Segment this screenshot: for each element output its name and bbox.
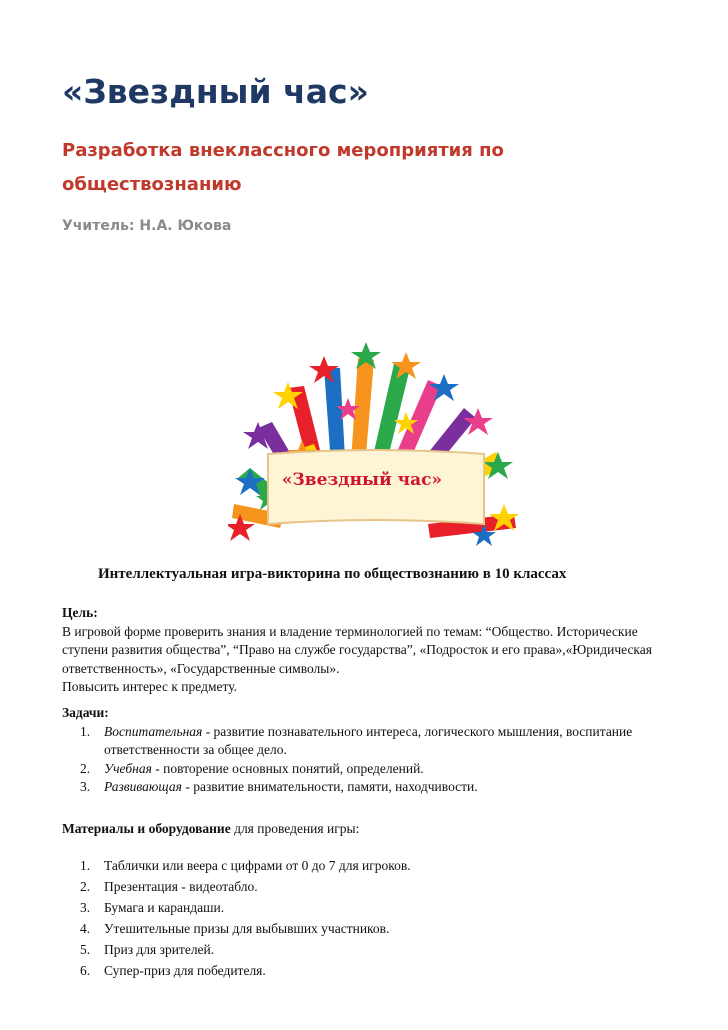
tasks-label: Задачи: (62, 705, 109, 720)
list-item (62, 760, 682, 779)
materials-label: Материалы и оборудование (62, 821, 231, 836)
goal-text: В игровой форме проверить знания и владение терминологией по темам: “Общество. Исторические ступени развития общества”, “Право на службе государства”, «Подросток и его права»,«Юридическая ответственность», «Государственные символы». (62, 623, 652, 676)
list-item (62, 778, 682, 797)
list-number: 1. (80, 857, 91, 873)
materials-list (62, 855, 682, 981)
task-term: Развивающая (104, 779, 182, 794)
star-burst-illustration (228, 328, 524, 550)
list-number: 6. (80, 962, 91, 978)
tasks-list (62, 723, 682, 797)
section-heading: Интеллектуальная игра-викторина по обществознанию в 10 классах (98, 566, 567, 582)
list-number: 2. (80, 760, 91, 776)
task-text: - повторение основных понятий, определений. (151, 760, 424, 776)
teacher-line: Учитель: Н.А. Юкова (62, 218, 232, 234)
goal-section (62, 604, 682, 697)
list-item (62, 939, 682, 960)
material-text: Презентация - видеотабло. (104, 878, 258, 894)
task-text: - развитие внимательности, памяти, находчивости. (181, 779, 478, 794)
list-number: 1. (80, 723, 91, 739)
banner-label: «Звездный час» (281, 470, 443, 490)
document-subtitle: Разработка внеклассного мероприятия по обществознанию (62, 140, 504, 195)
goal-label: Цель: (62, 605, 98, 620)
task-term: Воспитательная (104, 723, 203, 739)
material-text: Приз для зрителей. (104, 941, 215, 957)
task-term: Учебная (104, 760, 152, 776)
document-title: «Звездный час» (62, 72, 369, 111)
list-number: 2. (80, 878, 91, 894)
list-item (62, 876, 682, 897)
material-text: Утешительные призы для выбывших участников. (104, 920, 390, 936)
list-item (62, 855, 682, 876)
material-text: Таблички или веера с цифрами от 0 до 7 для игроков. (104, 857, 411, 873)
list-item (62, 897, 682, 918)
material-text: Бумага и карандаши. (104, 899, 225, 915)
list-item (62, 918, 682, 939)
list-number: 5. (80, 941, 91, 957)
list-item (62, 960, 682, 981)
list-number: 4. (80, 920, 91, 936)
list-number: 3. (80, 899, 91, 915)
list-item (62, 723, 682, 760)
tasks-section (62, 704, 682, 797)
material-text: Супер-приз для победителя. (104, 962, 266, 978)
list-number: 3. (80, 779, 91, 794)
materials-label-rest: для проведения игры: (230, 821, 360, 836)
task-text: - развитие познавательного интереса, логического мышления, воспитание ответственности за общее дело. (104, 723, 633, 757)
goal-extra: Повысить интерес к предмету. (62, 679, 237, 694)
materials-section (62, 820, 682, 981)
